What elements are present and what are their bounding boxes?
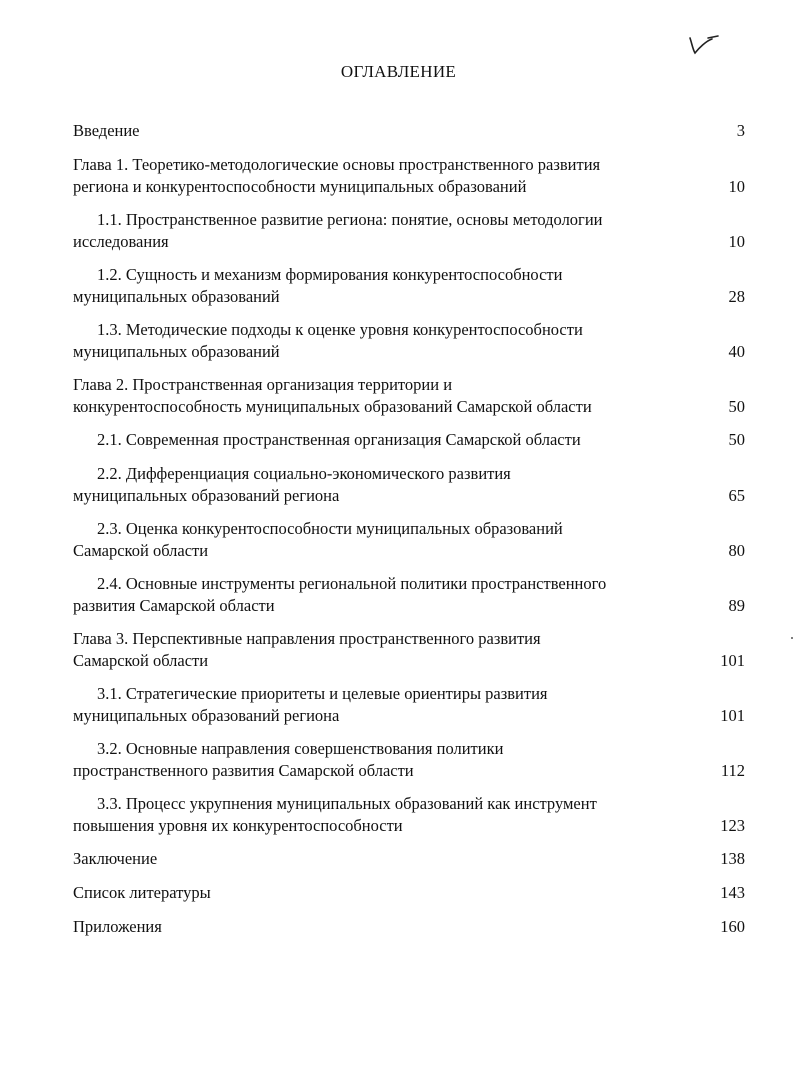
toc-entry-text: 3.3. Процесс укрупнения муниципальных образований как инструмент повышения уровня их конкурентоспособности [73, 794, 597, 835]
toc-entry-text: Приложения [73, 917, 162, 936]
toc-entry [73, 916, 745, 938]
toc-entry-text: Введение [73, 121, 140, 140]
toc-entry-text: 3.1. Стратегические приоритеты и целевые ориентиры развития муниципальных образований региона [73, 684, 548, 725]
page-title: ОГЛАВЛЕНИЕ [340, 62, 457, 81]
toc-entry [73, 463, 745, 507]
toc-entry [73, 882, 745, 904]
toc-entry-page: 10 [728, 232, 745, 251]
handwritten-check-mark-icon [686, 28, 726, 58]
toc-entry-page: 40 [728, 342, 745, 361]
toc-entry-text: Глава 2. Пространственная организация территории и конкурентоспособность муниципальных образований Самарской области [73, 375, 592, 416]
toc-entry-page: 112 [720, 761, 745, 780]
toc-entry-page: 101 [720, 651, 745, 670]
toc-entry-page: 123 [720, 816, 745, 835]
toc-entry-page: 10 [728, 177, 745, 196]
toc-entry [73, 848, 745, 870]
toc-entry [73, 264, 745, 308]
toc-entry [73, 374, 745, 418]
toc-entry-text: 2.3. Оценка конкурентоспособности муниципальных образований Самарской области [73, 519, 563, 560]
toc-entry-page: 160 [720, 917, 745, 936]
toc-entry-text: Список литературы [73, 883, 211, 902]
toc-entry-page: 101 [720, 706, 745, 725]
toc-entry [73, 683, 745, 727]
toc-entry-page: 138 [720, 849, 745, 868]
toc-entry-text: Глава 1. Теоретико-методологические основы пространственного развития региона и конкурентоспособности муниципальных образований [73, 155, 601, 196]
toc-entry-page: 3 [736, 121, 745, 140]
toc-entry [73, 793, 745, 837]
toc-entry-text: 3.2. Основные направления совершенствования политики пространственного развития Самарской области [73, 739, 504, 780]
toc-entry-text: 2.1. Современная пространственная организация Самарской области [97, 430, 581, 449]
toc-entry-text: 2.2. Дифференциация социально-экономического развития муниципальных образований региона [73, 464, 511, 505]
toc-entry [73, 120, 745, 142]
toc-entry-text: Глава 3. Перспективные направления пространственного развития Самарской области [73, 629, 541, 670]
toc-entry-text: 1.3. Методические подходы к оценке уровня конкурентоспособности муниципальных образований [73, 320, 583, 361]
toc-entry-text: 1.1. Пространственное развитие региона: понятие, основы методологии исследования [73, 210, 603, 251]
toc-entry-page: 89 [728, 596, 745, 615]
toc-entry [73, 573, 745, 617]
scan-speck [791, 637, 793, 639]
toc-entry [73, 154, 745, 198]
toc-entry-text: 1.2. Сущность и механизм формирования конкурентоспособности муниципальных образований [73, 265, 563, 306]
toc-entry [73, 429, 745, 451]
toc-entry-page: 143 [720, 883, 745, 902]
toc-entry [73, 738, 745, 782]
toc-entry-text: 2.4. Основные инструменты региональной политики пространственного развития Самарской области [73, 574, 607, 615]
toc-entry-page: 50 [728, 397, 745, 416]
toc-entry-page: 80 [728, 541, 745, 560]
toc-entry-page: 28 [728, 287, 745, 306]
toc-entry [73, 319, 745, 363]
toc-entry-page: 50 [728, 430, 745, 449]
toc-entry-page: 65 [728, 486, 745, 505]
toc-entry [73, 628, 745, 672]
toc-entry [73, 518, 745, 562]
toc-entry [73, 209, 745, 253]
table-of-contents [73, 120, 745, 950]
toc-entry-text: Заключение [73, 849, 158, 868]
